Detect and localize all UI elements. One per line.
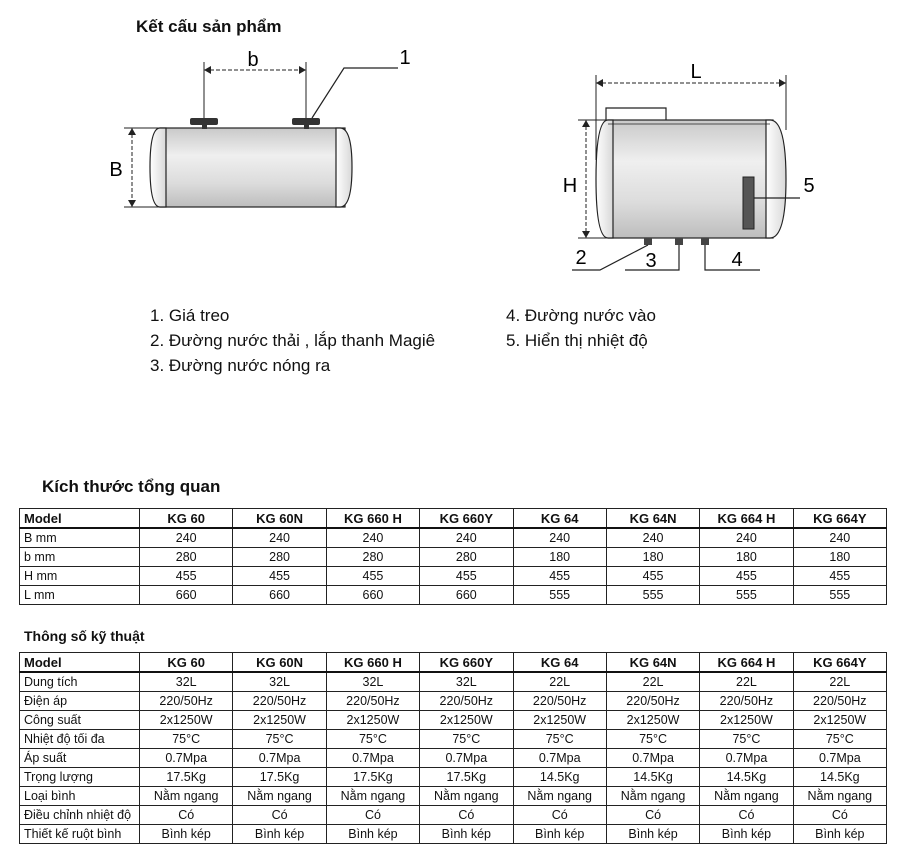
label-B: B bbox=[109, 159, 123, 181]
table-cell: 0.7Mpa bbox=[140, 749, 233, 768]
table-row bbox=[20, 825, 887, 844]
table-cell: Có bbox=[326, 806, 419, 825]
table-cell: 32L bbox=[420, 672, 513, 692]
part-item: 4. Đường nước vào bbox=[506, 306, 656, 325]
table-cell: 455 bbox=[700, 567, 793, 586]
table-cell: 455 bbox=[233, 567, 326, 586]
table-cell: Có bbox=[793, 806, 886, 825]
table-cell: Có bbox=[513, 806, 606, 825]
row-label: Nhiệt độ tối đa bbox=[20, 730, 140, 749]
table-row bbox=[20, 548, 887, 567]
table-cell: 0.7Mpa bbox=[793, 749, 886, 768]
table-cell: 2x1250W bbox=[420, 711, 513, 730]
column-header: KG 60N bbox=[233, 509, 326, 529]
table-cell: 0.7Mpa bbox=[513, 749, 606, 768]
column-header: KG 60 bbox=[140, 509, 233, 529]
table-cell: 14.5Kg bbox=[793, 768, 886, 787]
table-cell: 220/50Hz bbox=[606, 692, 699, 711]
table-cell: 240 bbox=[700, 528, 793, 548]
column-header: KG 64N bbox=[606, 653, 699, 673]
column-header: KG 60N bbox=[233, 653, 326, 673]
label-3: 3 bbox=[645, 250, 657, 272]
table-row bbox=[20, 692, 887, 711]
row-label: b mm bbox=[20, 548, 140, 567]
table-cell: 2x1250W bbox=[326, 711, 419, 730]
row-label: Điện áp bbox=[20, 692, 140, 711]
column-header: KG 60 bbox=[140, 653, 233, 673]
table-row bbox=[20, 567, 887, 586]
table-cell: 2x1250W bbox=[700, 711, 793, 730]
table-cell: Bình kép bbox=[793, 825, 886, 844]
column-header: KG 64N bbox=[606, 509, 699, 529]
table-cell: 14.5Kg bbox=[513, 768, 606, 787]
table-cell: 240 bbox=[233, 528, 326, 548]
table-cell: 22L bbox=[513, 672, 606, 692]
table-cell: 14.5Kg bbox=[606, 768, 699, 787]
table-row bbox=[20, 672, 887, 692]
row-label: Điều chỉnh nhiệt độ bbox=[20, 806, 140, 825]
table-cell: 240 bbox=[326, 528, 419, 548]
table-cell: Nằm ngang bbox=[326, 787, 419, 806]
table-cell: 220/50Hz bbox=[420, 692, 513, 711]
row-label: B mm bbox=[20, 528, 140, 548]
table-cell: 555 bbox=[793, 586, 886, 605]
column-header: Model bbox=[20, 509, 140, 529]
right-tank bbox=[596, 120, 786, 238]
table-cell: 0.7Mpa bbox=[700, 749, 793, 768]
table-cell: Nằm ngang bbox=[140, 787, 233, 806]
table-cell: 220/50Hz bbox=[793, 692, 886, 711]
table-cell: 660 bbox=[326, 586, 419, 605]
table-cell: 0.7Mpa bbox=[606, 749, 699, 768]
table-cell: 240 bbox=[420, 528, 513, 548]
table-row bbox=[20, 806, 887, 825]
table-cell: 17.5Kg bbox=[233, 768, 326, 787]
top-fitting bbox=[606, 108, 666, 120]
temperature-display bbox=[743, 177, 754, 229]
table-cell: Nằm ngang bbox=[233, 787, 326, 806]
table-cell: 455 bbox=[420, 567, 513, 586]
table-cell: Nằm ngang bbox=[700, 787, 793, 806]
table-cell: 17.5Kg bbox=[326, 768, 419, 787]
table-cell: 220/50Hz bbox=[140, 692, 233, 711]
table-cell: 75°C bbox=[700, 730, 793, 749]
table-cell: 555 bbox=[513, 586, 606, 605]
table-cell: 660 bbox=[420, 586, 513, 605]
table-cell: 240 bbox=[513, 528, 606, 548]
part-item: 2. Đường nước thải , lắp thanh Magiê bbox=[150, 331, 436, 350]
column-header: KG 664Y bbox=[793, 653, 886, 673]
table-header-row bbox=[20, 509, 887, 529]
column-header: Model bbox=[20, 653, 140, 673]
label-5: 5 bbox=[803, 175, 815, 197]
table-cell: 555 bbox=[700, 586, 793, 605]
part-item: 3. Đường nước nóng ra bbox=[150, 356, 331, 375]
part-item: 5. Hiển thị nhiệt độ bbox=[506, 331, 648, 350]
table-cell: Có bbox=[700, 806, 793, 825]
label-b: b bbox=[247, 49, 259, 71]
table-cell: 660 bbox=[233, 586, 326, 605]
table-cell: 17.5Kg bbox=[140, 768, 233, 787]
row-label: Loại bình bbox=[20, 787, 140, 806]
table-cell: 180 bbox=[513, 548, 606, 567]
table-cell: 280 bbox=[140, 548, 233, 567]
column-header: KG 660Y bbox=[420, 653, 513, 673]
table-header-row bbox=[20, 653, 887, 673]
label-H: H bbox=[562, 175, 578, 197]
row-label: L mm bbox=[20, 586, 140, 605]
table-cell: 75°C bbox=[420, 730, 513, 749]
table-cell: 555 bbox=[606, 586, 699, 605]
table-cell: 0.7Mpa bbox=[326, 749, 419, 768]
table-cell: Bình kép bbox=[700, 825, 793, 844]
table-cell: 180 bbox=[793, 548, 886, 567]
table-cell: 280 bbox=[326, 548, 419, 567]
column-header: KG 664Y bbox=[793, 509, 886, 529]
label-2: 2 bbox=[575, 247, 587, 269]
table-cell: Có bbox=[140, 806, 233, 825]
table-cell: 75°C bbox=[140, 730, 233, 749]
table-row bbox=[20, 586, 887, 605]
table-cell: 220/50Hz bbox=[700, 692, 793, 711]
table-cell: 32L bbox=[140, 672, 233, 692]
table-cell: 240 bbox=[606, 528, 699, 548]
table-cell: 75°C bbox=[513, 730, 606, 749]
bottom-pipes bbox=[644, 238, 709, 245]
table-cell: 75°C bbox=[606, 730, 699, 749]
table-cell: 17.5Kg bbox=[420, 768, 513, 787]
table-row bbox=[20, 730, 887, 749]
column-header: KG 664 H bbox=[700, 653, 793, 673]
row-label: Công suất bbox=[20, 711, 140, 730]
table-row bbox=[20, 787, 887, 806]
table-cell: 220/50Hz bbox=[326, 692, 419, 711]
table-cell: Có bbox=[233, 806, 326, 825]
table-cell: 2x1250W bbox=[233, 711, 326, 730]
table-cell: 180 bbox=[606, 548, 699, 567]
table-cell: 2x1250W bbox=[606, 711, 699, 730]
table-cell: 22L bbox=[793, 672, 886, 692]
table-cell: 660 bbox=[140, 586, 233, 605]
table-cell: 0.7Mpa bbox=[420, 749, 513, 768]
table-cell: Bình kép bbox=[420, 825, 513, 844]
table-cell: Có bbox=[606, 806, 699, 825]
column-header: KG 664 H bbox=[700, 509, 793, 529]
table-cell: Bình kép bbox=[606, 825, 699, 844]
dimensions-table bbox=[19, 508, 887, 605]
table-cell: 455 bbox=[513, 567, 606, 586]
table-cell: 240 bbox=[140, 528, 233, 548]
table-cell: Nằm ngang bbox=[420, 787, 513, 806]
table-cell: 2x1250W bbox=[140, 711, 233, 730]
table-row bbox=[20, 711, 887, 730]
table-cell: 240 bbox=[793, 528, 886, 548]
table-cell: 220/50Hz bbox=[513, 692, 606, 711]
tank-side-diagram bbox=[0, 0, 900, 300]
table-cell: Bình kép bbox=[326, 825, 419, 844]
label-1: 1 bbox=[399, 47, 411, 69]
specs-title: Thông số kỹ thuật bbox=[24, 628, 145, 644]
table-cell: 75°C bbox=[233, 730, 326, 749]
table-row bbox=[20, 768, 887, 787]
table-cell: 75°C bbox=[793, 730, 886, 749]
column-header: KG 64 bbox=[513, 653, 606, 673]
table-cell: 280 bbox=[420, 548, 513, 567]
column-header: KG 660Y bbox=[420, 509, 513, 529]
table-cell: 22L bbox=[700, 672, 793, 692]
table-row bbox=[20, 528, 887, 548]
table-cell: 280 bbox=[233, 548, 326, 567]
table-cell: Bình kép bbox=[140, 825, 233, 844]
row-label: Áp suất bbox=[20, 749, 140, 768]
column-header: KG 660 H bbox=[326, 653, 419, 673]
part-item: 1. Giá treo bbox=[150, 306, 230, 325]
row-label: Thiết kế ruột bình bbox=[20, 825, 140, 844]
table-cell: 2x1250W bbox=[793, 711, 886, 730]
table-cell: Nằm ngang bbox=[793, 787, 886, 806]
table-cell: 32L bbox=[233, 672, 326, 692]
table-row bbox=[20, 749, 887, 768]
structure-title: Kết cấu sản phẩm bbox=[136, 17, 282, 36]
table-cell: Có bbox=[420, 806, 513, 825]
table-cell: 22L bbox=[606, 672, 699, 692]
specs-table bbox=[19, 652, 887, 844]
table-cell: 455 bbox=[326, 567, 419, 586]
table-cell: 455 bbox=[793, 567, 886, 586]
table-cell: 75°C bbox=[326, 730, 419, 749]
table-cell: Nằm ngang bbox=[513, 787, 606, 806]
table-cell: Bình kép bbox=[513, 825, 606, 844]
row-label: H mm bbox=[20, 567, 140, 586]
table-cell: 220/50Hz bbox=[233, 692, 326, 711]
dimensions-title: Kích thước tổng quan bbox=[42, 477, 221, 496]
table-cell: 180 bbox=[700, 548, 793, 567]
table-cell: Nằm ngang bbox=[606, 787, 699, 806]
table-cell: 455 bbox=[606, 567, 699, 586]
row-label: Dung tích bbox=[20, 672, 140, 692]
table-cell: 2x1250W bbox=[513, 711, 606, 730]
table-cell: 32L bbox=[326, 672, 419, 692]
table-cell: 455 bbox=[140, 567, 233, 586]
table-cell: 14.5Kg bbox=[700, 768, 793, 787]
table-cell: 0.7Mpa bbox=[233, 749, 326, 768]
label-L: L bbox=[690, 61, 702, 83]
row-label: Trọng lượng bbox=[20, 768, 140, 787]
label-4: 4 bbox=[731, 249, 743, 271]
column-header: KG 64 bbox=[513, 509, 606, 529]
table-cell: Bình kép bbox=[233, 825, 326, 844]
column-header: KG 660 H bbox=[326, 509, 419, 529]
